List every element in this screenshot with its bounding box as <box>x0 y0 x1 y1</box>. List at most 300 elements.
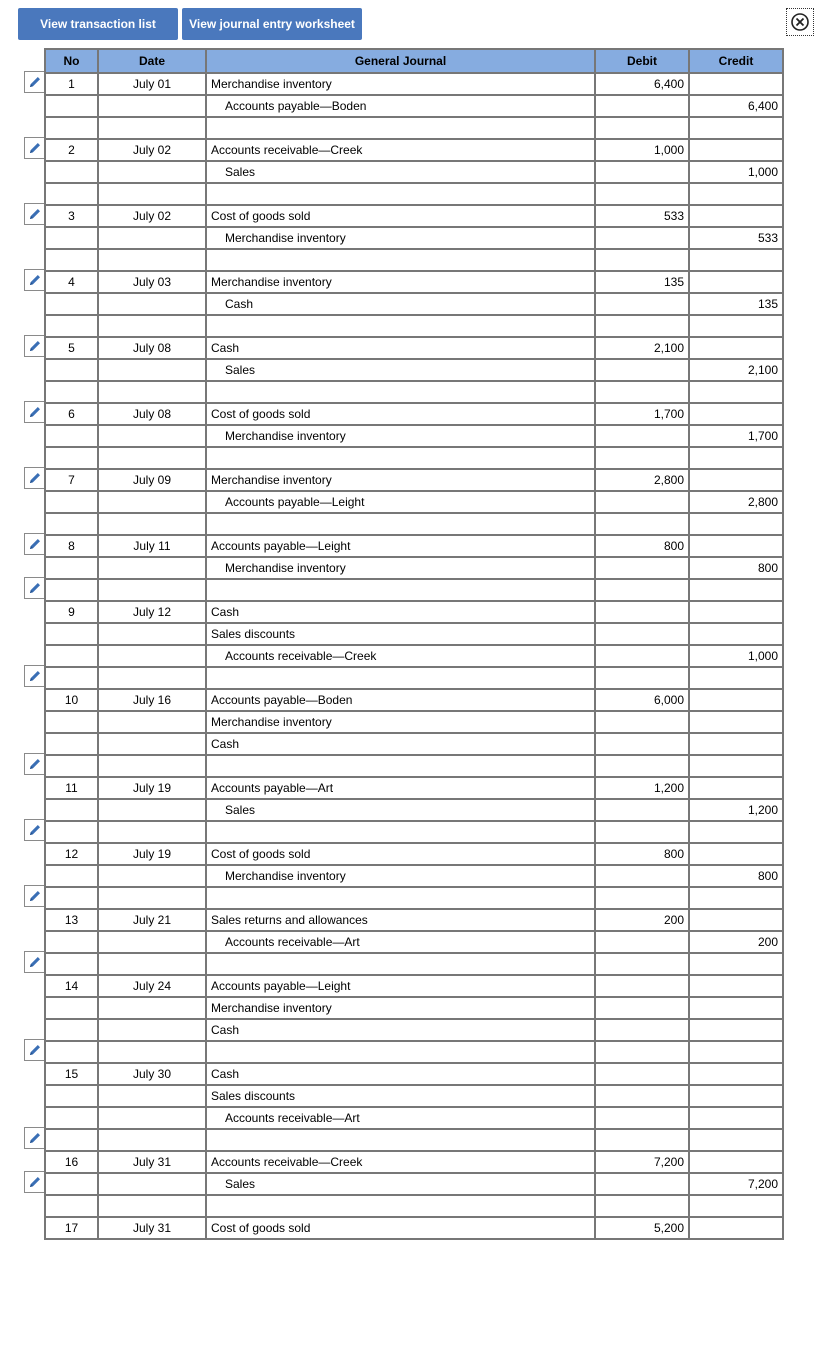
cell-credit <box>689 887 783 909</box>
cell-date: July 16 <box>98 689 206 711</box>
cell-account: Accounts payable—Art <box>206 777 595 799</box>
pencil-icon <box>28 1043 42 1057</box>
table-row <box>45 117 783 139</box>
cell-date <box>98 425 206 447</box>
edit-entry-button[interactable] <box>24 1171 44 1193</box>
table-row <box>45 1195 783 1217</box>
cell-no: 14 <box>45 975 98 997</box>
cell-no <box>45 315 98 337</box>
cell-no <box>45 1107 98 1129</box>
cell-credit: 1,700 <box>689 425 783 447</box>
edit-entry-button[interactable] <box>24 335 44 357</box>
cell-credit: 7,200 <box>689 1173 783 1195</box>
table-row <box>45 1063 783 1085</box>
cell-credit <box>689 535 783 557</box>
cell-date <box>98 953 206 975</box>
cell-account <box>206 579 595 601</box>
close-button[interactable] <box>786 8 814 36</box>
cell-date <box>98 1107 206 1129</box>
cell-account <box>206 821 595 843</box>
edit-entry-button[interactable] <box>24 1039 44 1061</box>
cell-debit: 200 <box>595 909 689 931</box>
cell-no <box>45 491 98 513</box>
cell-date <box>98 447 206 469</box>
table-row <box>45 799 783 821</box>
cell-debit <box>595 953 689 975</box>
cell-date: July 02 <box>98 139 206 161</box>
cell-account: Merchandise inventory <box>206 469 595 491</box>
cell-date <box>98 821 206 843</box>
cell-debit <box>595 1129 689 1151</box>
cell-credit <box>689 579 783 601</box>
pencil-icon <box>28 75 42 89</box>
cell-account <box>206 117 595 139</box>
cell-date <box>98 249 206 271</box>
table-row <box>45 579 783 601</box>
cell-no <box>45 227 98 249</box>
journal-container <box>44 48 784 1240</box>
cell-no: 16 <box>45 1151 98 1173</box>
cell-date: July 03 <box>98 271 206 293</box>
table-row <box>45 843 783 865</box>
cell-date <box>98 579 206 601</box>
cell-no <box>45 161 98 183</box>
cell-credit <box>689 139 783 161</box>
cell-no <box>45 381 98 403</box>
cell-debit <box>595 755 689 777</box>
cell-no: 2 <box>45 139 98 161</box>
cell-date <box>98 1129 206 1151</box>
cell-account: Sales discounts <box>206 623 595 645</box>
cell-credit: 6,400 <box>689 95 783 117</box>
cell-account: Cash <box>206 1063 595 1085</box>
cell-account: Cash <box>206 1019 595 1041</box>
table-row <box>45 1019 783 1041</box>
cell-date <box>98 557 206 579</box>
table-row <box>45 1107 783 1129</box>
cell-no <box>45 249 98 271</box>
view-journal-entry-worksheet-button[interactable]: View journal entry worksheet <box>182 8 362 40</box>
cell-debit <box>595 997 689 1019</box>
cell-date <box>98 117 206 139</box>
edit-entry-button[interactable] <box>24 665 44 687</box>
cell-no <box>45 95 98 117</box>
cell-credit: 800 <box>689 557 783 579</box>
cell-date <box>98 645 206 667</box>
cell-no <box>45 293 98 315</box>
table-row <box>45 711 783 733</box>
table-row <box>45 1041 783 1063</box>
cell-credit <box>689 1041 783 1063</box>
cell-no <box>45 887 98 909</box>
cell-date: July 31 <box>98 1217 206 1239</box>
header-credit: Credit <box>689 49 783 73</box>
cell-credit: 800 <box>689 865 783 887</box>
cell-debit <box>595 425 689 447</box>
cell-debit <box>595 1041 689 1063</box>
table-row <box>45 205 783 227</box>
cell-credit <box>689 381 783 403</box>
cell-debit <box>595 491 689 513</box>
table-row <box>45 513 783 535</box>
cell-date <box>98 491 206 513</box>
cell-no <box>45 623 98 645</box>
pencil-icon <box>28 581 42 595</box>
pencil-icon <box>28 273 42 287</box>
cell-credit: 135 <box>689 293 783 315</box>
cell-no <box>45 1019 98 1041</box>
cell-account <box>206 953 595 975</box>
table-row <box>45 931 783 953</box>
cell-debit <box>595 1019 689 1041</box>
cell-no: 4 <box>45 271 98 293</box>
cell-credit: 200 <box>689 931 783 953</box>
cell-account: Sales returns and allowances <box>206 909 595 931</box>
cell-no: 12 <box>45 843 98 865</box>
cell-date <box>98 755 206 777</box>
cell-no: 6 <box>45 403 98 425</box>
pencil-icon <box>28 889 42 903</box>
cell-date <box>98 1041 206 1063</box>
cell-no <box>45 865 98 887</box>
cell-date <box>98 227 206 249</box>
cell-no: 10 <box>45 689 98 711</box>
cell-debit <box>595 579 689 601</box>
cell-debit <box>595 513 689 535</box>
cell-debit: 135 <box>595 271 689 293</box>
cell-debit <box>595 821 689 843</box>
cell-debit <box>595 601 689 623</box>
cell-debit: 5,200 <box>595 1217 689 1239</box>
pencil-icon <box>28 339 42 353</box>
cell-no: 11 <box>45 777 98 799</box>
cell-account <box>206 887 595 909</box>
cell-debit <box>595 1085 689 1107</box>
cell-account <box>206 447 595 469</box>
cell-date <box>98 293 206 315</box>
close-icon <box>790 12 810 32</box>
cell-account: Merchandise inventory <box>206 865 595 887</box>
cell-credit <box>689 183 783 205</box>
edit-entry-button[interactable] <box>24 203 44 225</box>
cell-no: 15 <box>45 1063 98 1085</box>
cell-date: July 19 <box>98 843 206 865</box>
cell-debit: 7,200 <box>595 1151 689 1173</box>
cell-no <box>45 667 98 689</box>
cell-credit <box>689 1063 783 1085</box>
pencil-icon <box>28 669 42 683</box>
cell-credit <box>689 821 783 843</box>
edit-entry-button[interactable] <box>24 269 44 291</box>
cell-debit: 1,700 <box>595 403 689 425</box>
cell-credit <box>689 447 783 469</box>
table-row <box>45 1173 783 1195</box>
cell-debit <box>595 249 689 271</box>
table-row <box>45 975 783 997</box>
table-row <box>45 667 783 689</box>
cell-no <box>45 557 98 579</box>
cell-credit <box>689 337 783 359</box>
cell-no <box>45 117 98 139</box>
edit-entry-button[interactable] <box>24 951 44 973</box>
cell-account: Sales <box>206 359 595 381</box>
cell-no <box>45 997 98 1019</box>
cell-no <box>45 821 98 843</box>
cell-account: Cash <box>206 293 595 315</box>
edit-entry-button[interactable] <box>24 533 44 555</box>
cell-account <box>206 667 595 689</box>
table-row <box>45 997 783 1019</box>
table-row <box>45 95 783 117</box>
table-row <box>45 425 783 447</box>
cell-account <box>206 315 595 337</box>
cell-account: Sales <box>206 161 595 183</box>
cell-credit <box>689 689 783 711</box>
cell-credit: 1,000 <box>689 161 783 183</box>
cell-no: 9 <box>45 601 98 623</box>
cell-credit <box>689 667 783 689</box>
cell-date: July 24 <box>98 975 206 997</box>
cell-credit <box>689 843 783 865</box>
cell-debit: 800 <box>595 843 689 865</box>
cell-credit <box>689 755 783 777</box>
cell-debit <box>595 865 689 887</box>
cell-debit: 6,400 <box>595 73 689 95</box>
cell-no: 8 <box>45 535 98 557</box>
table-row <box>45 73 783 95</box>
cell-date: July 21 <box>98 909 206 931</box>
cell-credit <box>689 315 783 337</box>
pencil-icon <box>28 1175 42 1189</box>
cell-credit <box>689 711 783 733</box>
cell-date <box>98 359 206 381</box>
cell-account: Accounts receivable—Creek <box>206 139 595 161</box>
cell-credit <box>689 117 783 139</box>
cell-account <box>206 381 595 403</box>
edit-entry-button[interactable] <box>24 819 44 841</box>
cell-date <box>98 1173 206 1195</box>
cell-date <box>98 865 206 887</box>
edit-entry-button[interactable] <box>24 1127 44 1149</box>
cell-debit <box>595 1195 689 1217</box>
cell-date <box>98 161 206 183</box>
cell-debit <box>595 1063 689 1085</box>
cell-debit <box>595 227 689 249</box>
cell-date <box>98 183 206 205</box>
cell-account: Sales <box>206 799 595 821</box>
cell-credit <box>689 249 783 271</box>
cell-debit <box>595 381 689 403</box>
cell-debit <box>595 293 689 315</box>
cell-no <box>45 1041 98 1063</box>
cell-account: Merchandise inventory <box>206 711 595 733</box>
cell-date: July 01 <box>98 73 206 95</box>
table-row <box>45 1085 783 1107</box>
cell-debit: 6,000 <box>595 689 689 711</box>
table-row <box>45 865 783 887</box>
table-row <box>45 755 783 777</box>
table-row <box>45 249 783 271</box>
cell-account: Cash <box>206 337 595 359</box>
cell-date <box>98 623 206 645</box>
cell-credit <box>689 601 783 623</box>
table-row <box>45 1129 783 1151</box>
cell-credit <box>689 1129 783 1151</box>
cell-debit <box>595 975 689 997</box>
cell-date: July 11 <box>98 535 206 557</box>
cell-credit <box>689 909 783 931</box>
cell-date <box>98 799 206 821</box>
cell-no: 13 <box>45 909 98 931</box>
cell-credit <box>689 1085 783 1107</box>
cell-no <box>45 447 98 469</box>
table-row <box>45 953 783 975</box>
cell-date <box>98 1019 206 1041</box>
edit-entry-button[interactable] <box>24 467 44 489</box>
cell-date: July 09 <box>98 469 206 491</box>
table-row <box>45 909 783 931</box>
view-transaction-list-button[interactable]: View transaction list <box>18 8 178 40</box>
toolbar <box>18 8 362 40</box>
cell-date <box>98 711 206 733</box>
cell-credit <box>689 403 783 425</box>
edit-entry-button[interactable] <box>24 137 44 159</box>
table-row <box>45 271 783 293</box>
cell-account <box>206 249 595 271</box>
cell-date: July 19 <box>98 777 206 799</box>
cell-date <box>98 997 206 1019</box>
cell-account: Accounts payable—Leight <box>206 491 595 513</box>
header-no: No <box>45 49 98 73</box>
table-row <box>45 887 783 909</box>
cell-no <box>45 755 98 777</box>
cell-debit: 1,200 <box>595 777 689 799</box>
cell-no <box>45 1085 98 1107</box>
cell-account: Accounts receivable—Art <box>206 931 595 953</box>
cell-date <box>98 931 206 953</box>
cell-account: Merchandise inventory <box>206 73 595 95</box>
cell-account <box>206 1041 595 1063</box>
cell-no: 17 <box>45 1217 98 1239</box>
cell-debit: 2,100 <box>595 337 689 359</box>
table-row <box>45 623 783 645</box>
edit-entry-button[interactable] <box>24 885 44 907</box>
cell-no <box>45 1173 98 1195</box>
cell-debit <box>595 645 689 667</box>
cell-credit <box>689 1195 783 1217</box>
pencil-icon <box>28 1131 42 1145</box>
cell-date: July 08 <box>98 337 206 359</box>
cell-account: Cash <box>206 601 595 623</box>
cell-credit <box>689 997 783 1019</box>
header-date: Date <box>98 49 206 73</box>
table-row <box>45 491 783 513</box>
edit-entry-button[interactable] <box>24 401 44 423</box>
cell-no: 3 <box>45 205 98 227</box>
cell-debit <box>595 447 689 469</box>
cell-account: Cost of goods sold <box>206 403 595 425</box>
cell-credit <box>689 1151 783 1173</box>
table-row <box>45 315 783 337</box>
edit-entry-button[interactable] <box>24 577 44 599</box>
cell-no <box>45 1129 98 1151</box>
cell-date: July 12 <box>98 601 206 623</box>
cell-account: Merchandise inventory <box>206 997 595 1019</box>
table-row <box>45 601 783 623</box>
cell-date <box>98 381 206 403</box>
cell-credit <box>689 733 783 755</box>
table-row <box>45 645 783 667</box>
cell-debit <box>595 1173 689 1195</box>
table-row <box>45 1217 783 1239</box>
cell-account: Merchandise inventory <box>206 557 595 579</box>
cell-account <box>206 183 595 205</box>
cell-no: 5 <box>45 337 98 359</box>
cell-no <box>45 953 98 975</box>
cell-account: Accounts payable—Boden <box>206 95 595 117</box>
cell-date <box>98 95 206 117</box>
table-row <box>45 359 783 381</box>
edit-entry-button[interactable] <box>24 71 44 93</box>
table-row <box>45 777 783 799</box>
cell-date <box>98 887 206 909</box>
cell-date <box>98 1195 206 1217</box>
table-row <box>45 139 783 161</box>
cell-account: Accounts receivable—Creek <box>206 645 595 667</box>
table-row <box>45 161 783 183</box>
cell-date <box>98 667 206 689</box>
cell-account <box>206 1195 595 1217</box>
cell-no <box>45 1195 98 1217</box>
header-general-journal: General Journal <box>206 49 595 73</box>
cell-account: Cost of goods sold <box>206 1217 595 1239</box>
cell-credit <box>689 513 783 535</box>
cell-credit <box>689 205 783 227</box>
table-row <box>45 557 783 579</box>
cell-debit <box>595 887 689 909</box>
cell-account: Cash <box>206 733 595 755</box>
cell-debit: 1,000 <box>595 139 689 161</box>
cell-account: Merchandise inventory <box>206 271 595 293</box>
table-row <box>45 447 783 469</box>
cell-account: Cost of goods sold <box>206 205 595 227</box>
cell-account: Accounts receivable—Creek <box>206 1151 595 1173</box>
cell-account: Accounts payable—Leight <box>206 975 595 997</box>
cell-no <box>45 579 98 601</box>
cell-credit <box>689 271 783 293</box>
table-row <box>45 469 783 491</box>
table-row <box>45 689 783 711</box>
cell-no <box>45 645 98 667</box>
cell-no <box>45 513 98 535</box>
cell-date: July 02 <box>98 205 206 227</box>
cell-debit <box>595 183 689 205</box>
general-journal-table <box>44 48 784 1240</box>
cell-account <box>206 513 595 535</box>
table-row <box>45 183 783 205</box>
pencil-icon <box>28 405 42 419</box>
cell-no <box>45 425 98 447</box>
cell-date <box>98 1085 206 1107</box>
cell-credit <box>689 975 783 997</box>
cell-credit <box>689 1217 783 1239</box>
cell-account <box>206 755 595 777</box>
cell-account: Accounts receivable—Art <box>206 1107 595 1129</box>
edit-entry-button[interactable] <box>24 753 44 775</box>
cell-debit <box>595 1107 689 1129</box>
cell-no <box>45 183 98 205</box>
header-row <box>45 49 783 73</box>
